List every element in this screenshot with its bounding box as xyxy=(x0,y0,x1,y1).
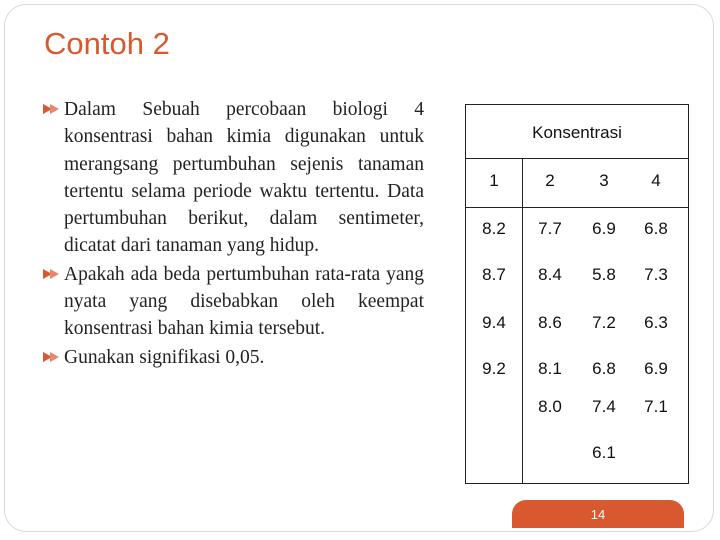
bullet-arrow-icon xyxy=(42,266,60,282)
page-number: 14 xyxy=(590,507,606,522)
table-cell: 6.1 xyxy=(592,443,616,462)
table-cell: 8.4 xyxy=(538,265,562,284)
table-cell: 6.3 xyxy=(644,313,668,332)
table-header-konsentrasi: Konsentrasi xyxy=(532,123,622,142)
table-cell: 7.2 xyxy=(592,313,616,332)
bullet-item xyxy=(42,344,424,371)
table-column-divider xyxy=(522,158,523,483)
column-header: 1 xyxy=(489,171,499,190)
bullet-text: Apakah ada beda pertumbuhan rata-rata yang nyata yang disebabkan oleh keempat konsentrasi bahan kimia tersebut. xyxy=(64,263,424,340)
table-cell: 8.0 xyxy=(538,397,562,416)
table-divider xyxy=(466,158,688,159)
table-divider xyxy=(466,207,688,208)
table-cell: 7.3 xyxy=(644,265,668,284)
table-cell: 6.9 xyxy=(644,359,668,378)
column-header: 2 xyxy=(545,171,555,190)
table-cell: 9.4 xyxy=(482,313,506,332)
bullet-list xyxy=(42,96,424,371)
table-cell: 8.6 xyxy=(538,313,562,332)
bullet-item xyxy=(42,96,424,260)
table-cell: 7.4 xyxy=(592,397,616,416)
bullet-arrow-icon xyxy=(42,101,60,117)
column-header: 4 xyxy=(651,171,661,190)
table-cell: 7.1 xyxy=(644,397,668,416)
bullet-text: Dalam Sebuah percobaan biologi 4 konsentrasi bahan kimia digunakan untuk merangsang pertumbuhan sejenis tanaman tertentu selama periode waktu tertentu. Data pertumbuhan berikut, dalam sentimeter, dicatat dari tanaman yang hidup. xyxy=(64,99,424,257)
table-cell: 6.8 xyxy=(592,359,616,378)
bullet-text: Gunakan signifikasi 0,05. xyxy=(64,346,265,368)
table-cell: 8.2 xyxy=(482,219,506,238)
bullet-arrow-icon xyxy=(42,349,60,365)
table-cell: 5.8 xyxy=(592,265,616,284)
table-cell: 8.1 xyxy=(538,359,562,378)
slide-title: Contoh 2 xyxy=(44,26,170,61)
table-cell: 8.7 xyxy=(482,265,506,284)
bullet-item xyxy=(42,261,424,343)
page-number-badge xyxy=(512,500,684,528)
table-cell: 9.2 xyxy=(482,359,506,378)
data-table xyxy=(465,104,689,484)
table-cell: 7.7 xyxy=(538,219,562,238)
table-cell: 6.9 xyxy=(592,219,616,238)
table-cell: 6.8 xyxy=(644,219,668,238)
column-header: 3 xyxy=(599,171,609,190)
